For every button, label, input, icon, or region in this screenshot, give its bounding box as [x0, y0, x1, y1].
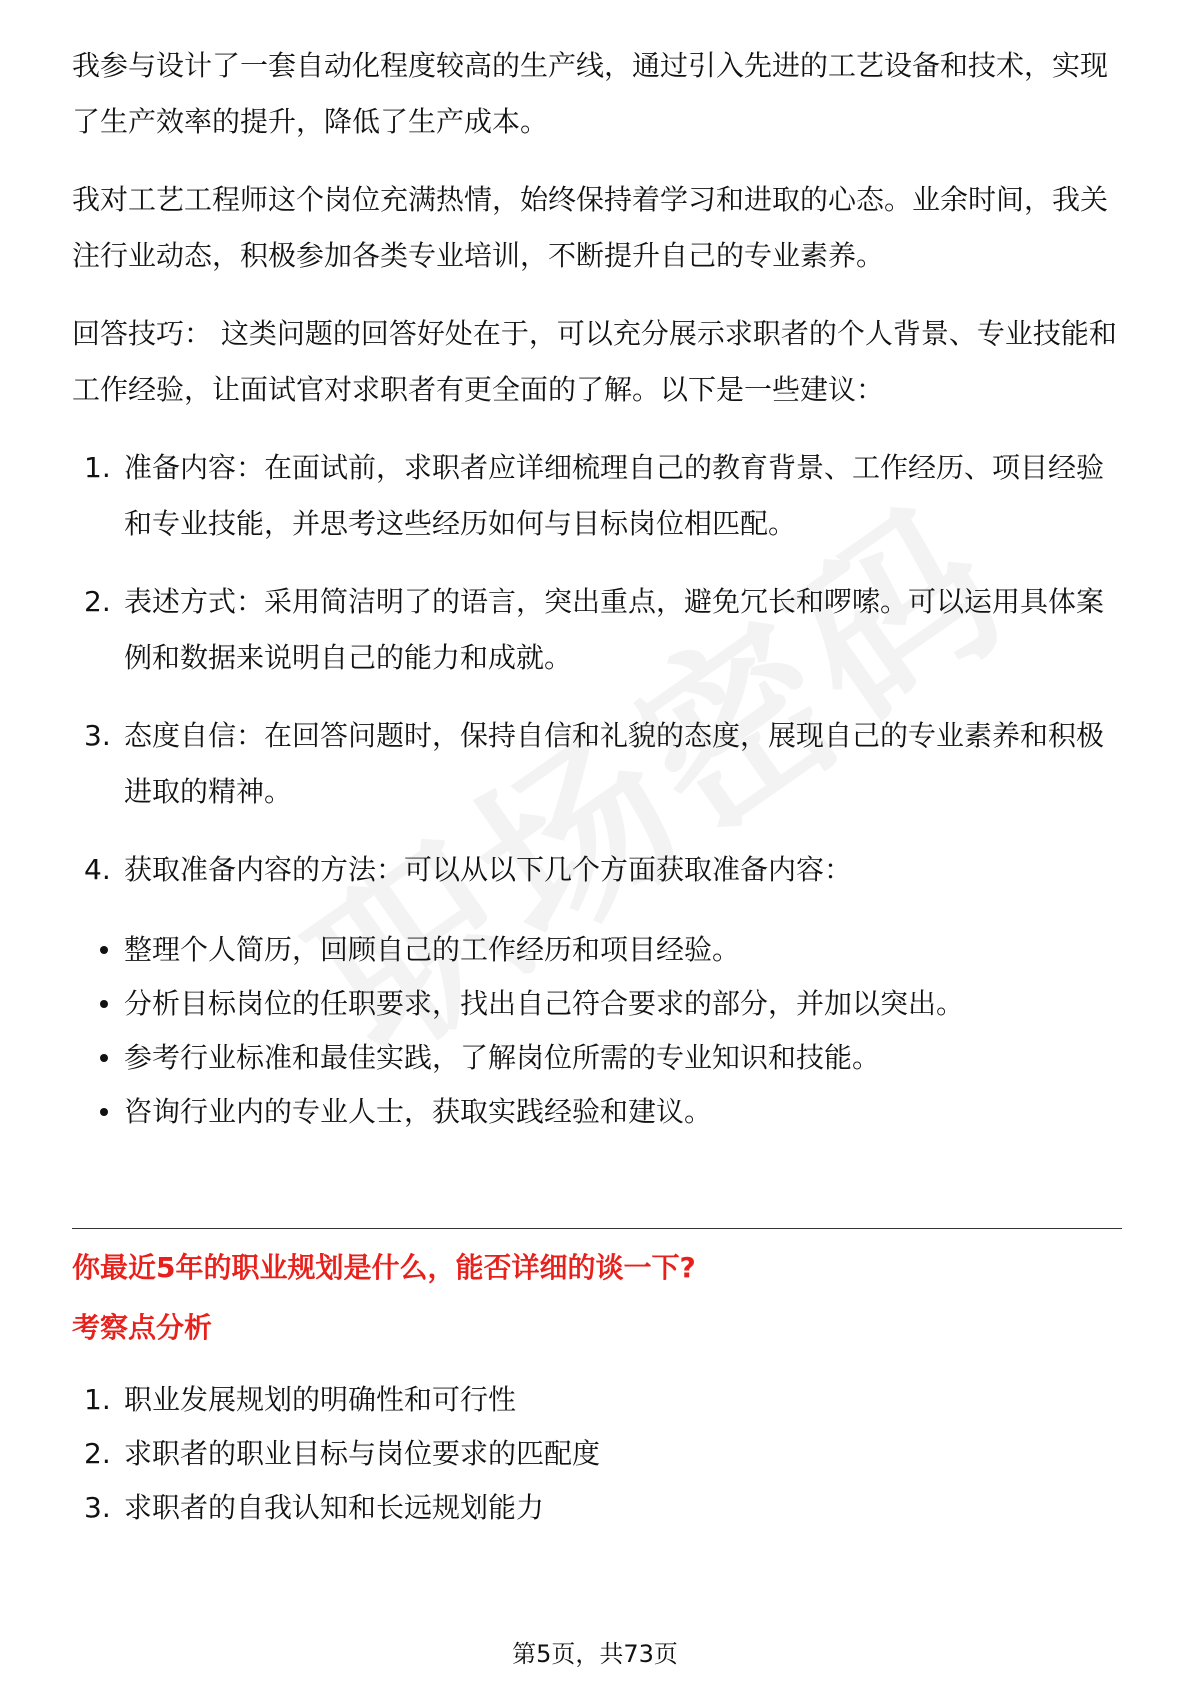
tip-item — [72, 842, 1122, 898]
tip-number: 3. — [84, 719, 111, 752]
paragraph-passion: 我对工艺工程师这个岗位充满热情，始终保持着学习和进取的心态。业余时间，我关注行业动态，积极参加各类专业培训，不断提升自己的专业素养。 — [72, 183, 1109, 272]
paragraph-answer-tips: 回答技巧： 这类问题的回答好处在于，可以充分展示求职者的个人背景、专业技能和工作经验，让面试官对求职者有更全面的了解。以下是一些建议： — [72, 317, 1117, 406]
tip-item — [72, 708, 1122, 820]
bullet-dot — [100, 1108, 108, 1116]
tip-text: 获取准备内容的方法：可以从以下几个方面获取准备内容： — [124, 853, 853, 886]
bullet-item — [72, 1084, 1122, 1140]
bullet-item — [72, 1030, 1122, 1086]
tip-item — [72, 440, 1122, 552]
bullet-dot — [100, 1054, 108, 1062]
bullet-item — [72, 976, 1122, 1032]
analysis-point — [72, 1480, 1122, 1536]
section-divider — [72, 1228, 1122, 1229]
tip-number: 4. — [84, 853, 111, 886]
tip-number: 1. — [84, 451, 111, 484]
analysis-text: 求职者的职业目标与岗位要求的匹配度 — [124, 1437, 601, 1470]
analysis-text: 职业发展规划的明确性和可行性 — [124, 1383, 517, 1416]
analysis-number: 1. — [84, 1383, 111, 1416]
bullet-text: 咨询行业内的专业人士，获取实践经验和建议。 — [124, 1095, 713, 1128]
tip-item — [72, 574, 1122, 686]
bullet-text: 参考行业标准和最佳实践，了解岗位所需的专业知识和技能。 — [124, 1041, 881, 1074]
bullet-dot — [100, 1000, 108, 1008]
bullet-dot — [100, 946, 108, 954]
bullet-text: 整理个人简历，回顾自己的工作经历和项目经验。 — [124, 933, 741, 966]
bullet-text: 分析目标岗位的任职要求，找出自己符合要求的部分，并加以突出。 — [124, 987, 965, 1020]
analysis-text: 求职者的自我认知和长远规划能力 — [124, 1491, 545, 1524]
tip-text: 态度自信：在回答问题时，保持自信和礼貌的态度，展现自己的专业素养和积极进取的精神。 — [124, 719, 1105, 808]
analysis-number: 3. — [84, 1491, 111, 1524]
bullet-item — [72, 922, 1122, 978]
analysis-point — [72, 1372, 1122, 1428]
tip-text: 准备内容：在面试前，求职者应详细梳理自己的教育背景、工作经历、项目经验和专业技能，并思考这些经历如何与目标岗位相匹配。 — [124, 451, 1105, 540]
analysis-heading: 考察点分析 — [72, 1311, 213, 1344]
question-heading: 你最近5年的职业规划是什么，能否详细的谈一下? — [72, 1251, 696, 1284]
paragraph-project-experience: 我参与设计了一套自动化程度较高的生产线，通过引入先进的工艺设备和技术，实现了生产效率的提升，降低了生产成本。 — [72, 49, 1109, 138]
tip-text: 表述方式：采用简洁明了的语言，突出重点，避免冗长和啰嗦。可以运用具体案例和数据来说明自己的能力和成就。 — [124, 585, 1105, 674]
analysis-number: 2. — [84, 1437, 111, 1470]
tip-number: 2. — [84, 585, 111, 618]
page-footer: 第5页，共73页 — [512, 1640, 678, 1668]
analysis-point — [72, 1426, 1122, 1482]
